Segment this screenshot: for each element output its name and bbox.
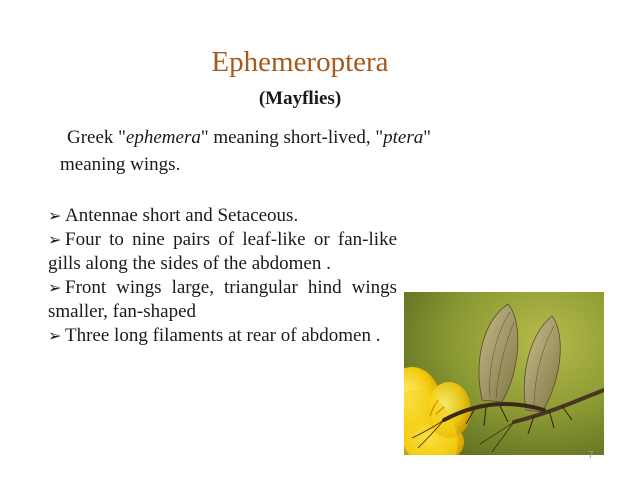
- page-subtitle: (Mayflies): [258, 88, 342, 109]
- bullet-text: Front wings large, triangular hind wings smaller, fan-shaped: [48, 277, 397, 322]
- page-title: Ephemeroptera: [211, 46, 389, 78]
- list-item: [48, 228, 397, 276]
- mayfly-photo: [404, 292, 604, 455]
- bullet-text: Four to nine pairs of leaf-like or fan-like gills along the sides of the abdomen .: [48, 229, 397, 274]
- etymology-line-2: meaning wings.: [60, 154, 181, 175]
- arrow-right-icon: ➢: [48, 230, 62, 249]
- etymology-text-part: Greek ": [67, 127, 126, 148]
- arrow-right-icon: ➢: [48, 278, 62, 297]
- list-item: [48, 204, 397, 228]
- bullet-text: Antennae short and Setaceous.: [65, 205, 299, 226]
- arrow-right-icon: ➢: [48, 326, 62, 345]
- list-item: [48, 324, 397, 348]
- bullet-list: [48, 204, 397, 348]
- etymology-text-part: " meaning short-lived, ": [200, 127, 384, 148]
- etymology-text-part: ": [423, 127, 431, 148]
- page-number: 7: [588, 450, 594, 461]
- etymology-line-1: [60, 124, 580, 151]
- etymology-text: [60, 124, 580, 178]
- etymology-word-ephemera: ephemera: [125, 127, 201, 148]
- arrow-right-icon: ➢: [48, 206, 62, 225]
- list-item: [48, 276, 397, 324]
- bullet-text: Three long filaments at rear of abdomen .: [65, 325, 381, 346]
- etymology-word-ptera: ptera: [383, 127, 424, 148]
